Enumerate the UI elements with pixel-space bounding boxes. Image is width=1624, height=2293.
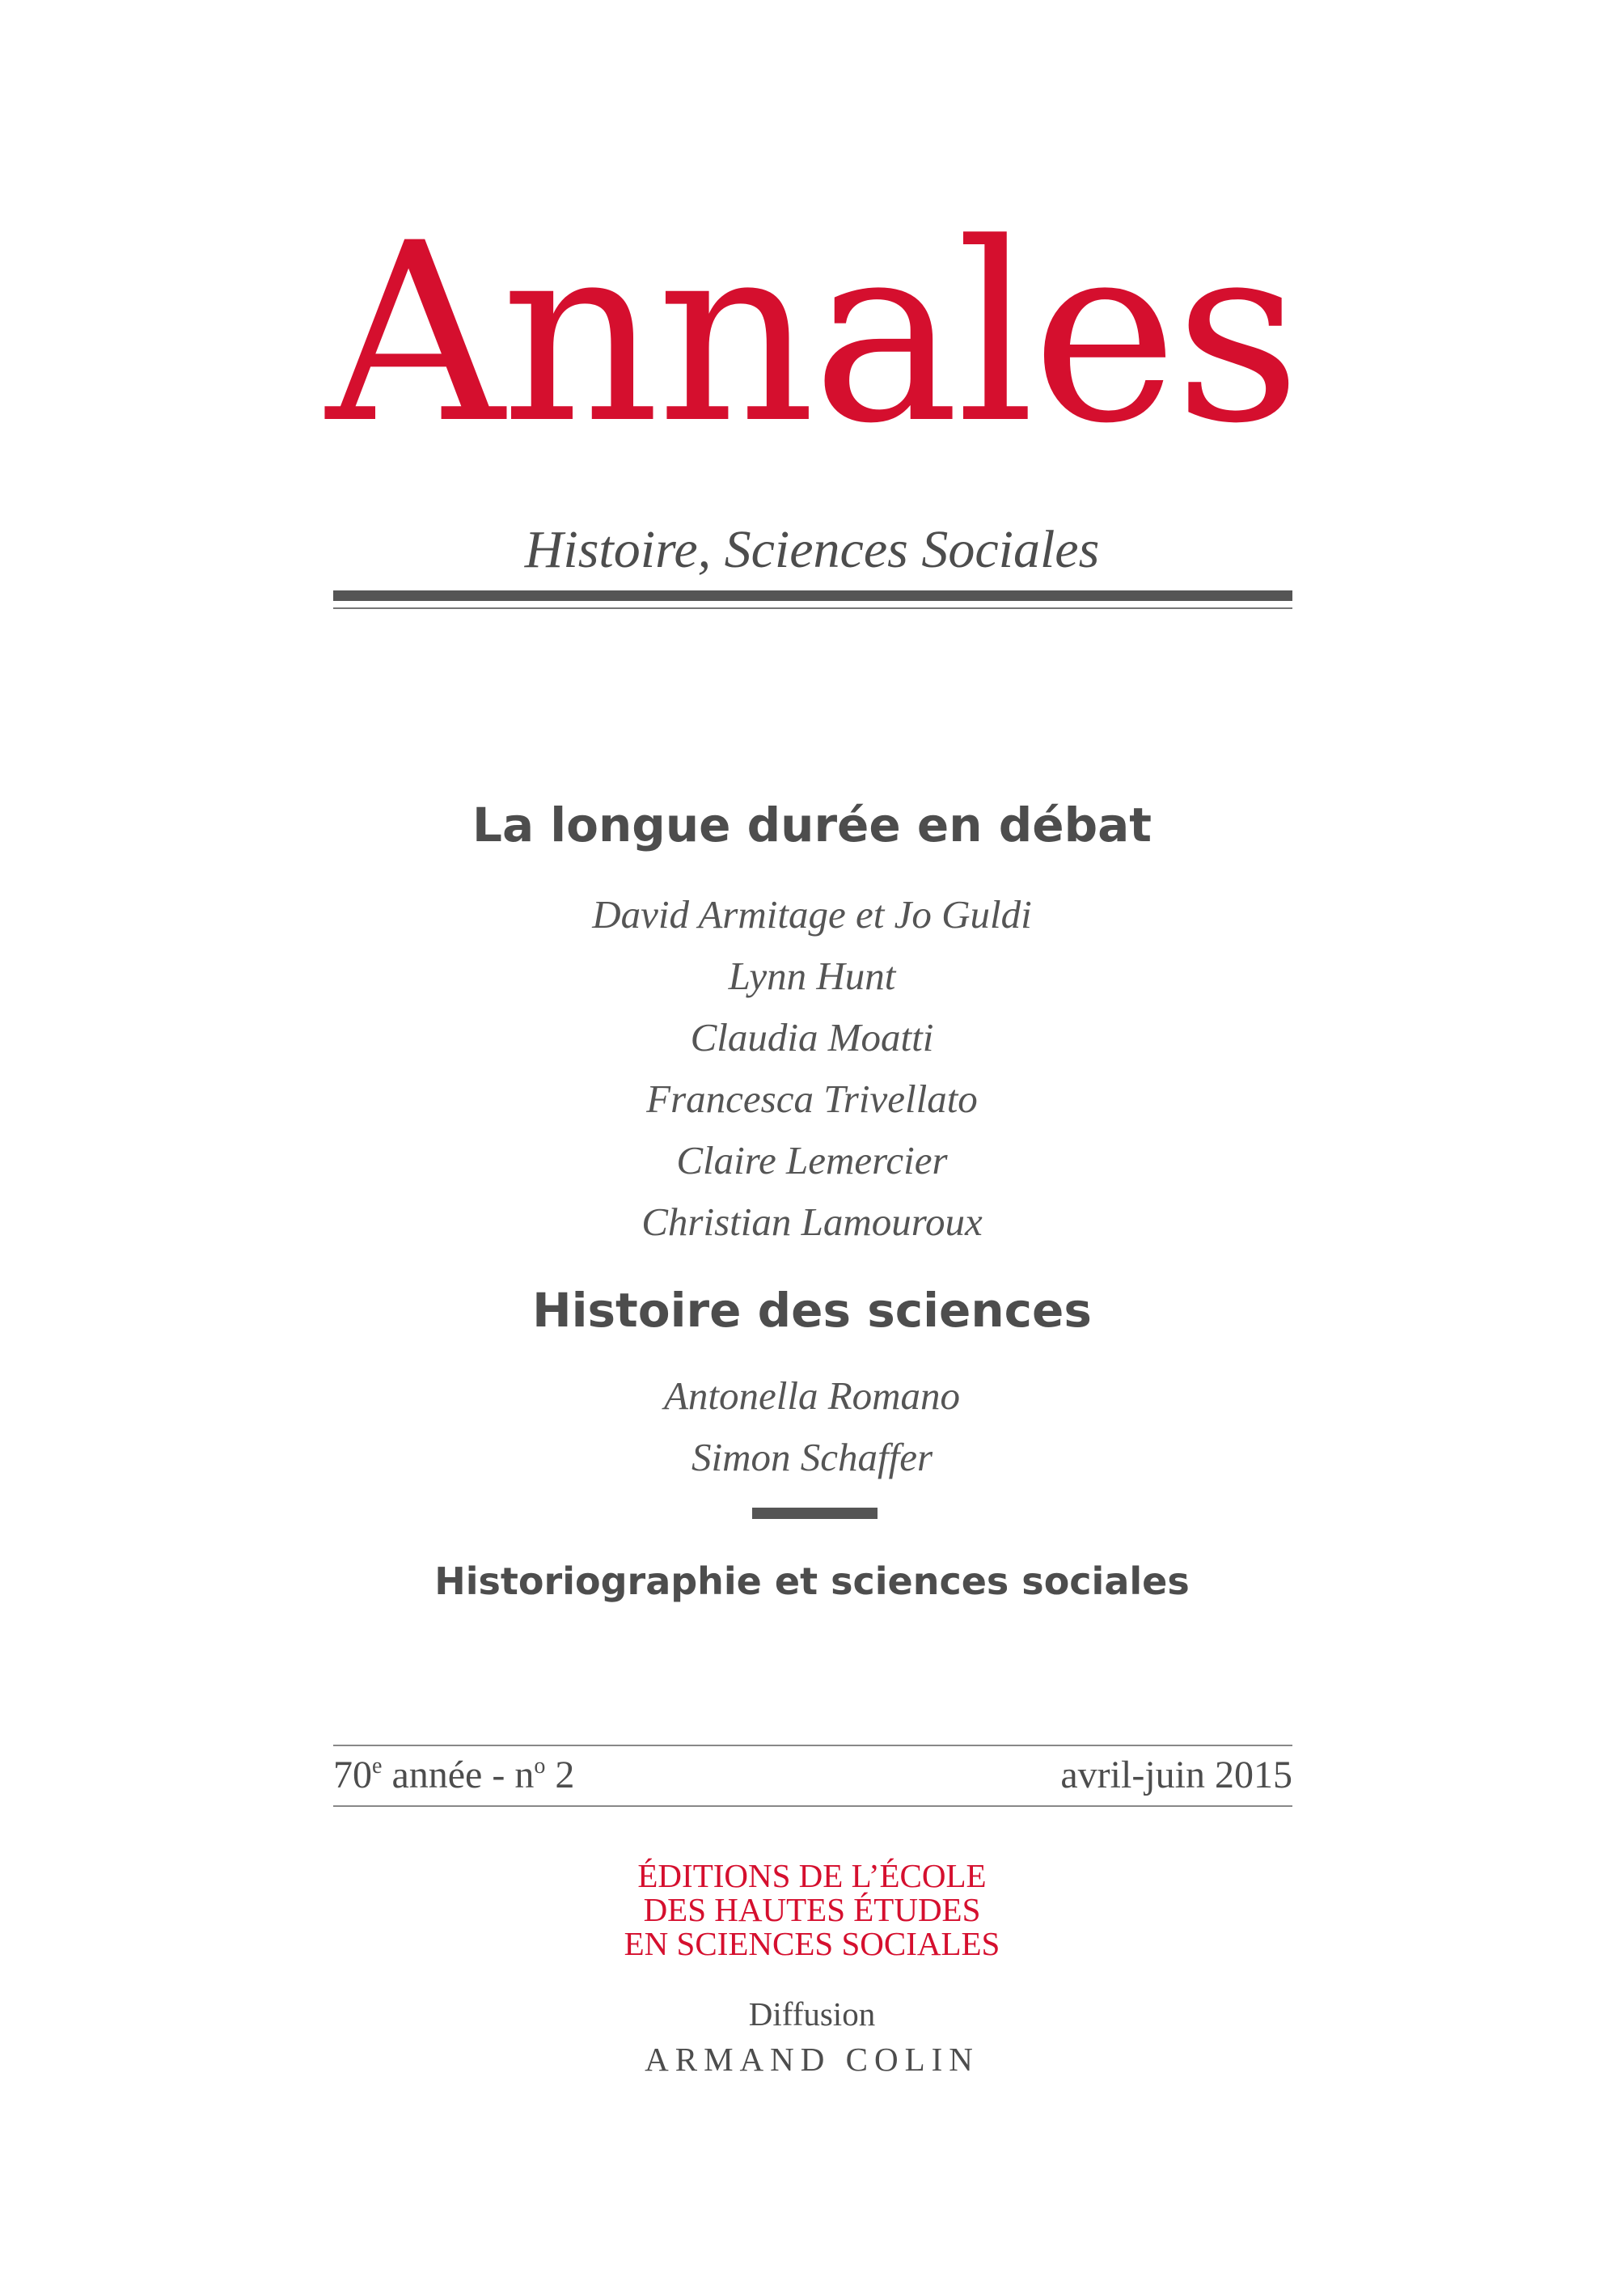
author-name: Claudia Moatti [690,1015,934,1060]
issue-number [333,1749,574,1802]
publisher-line: DES HAUTES ÉTUDES [643,1891,981,1928]
section-divider [752,1508,878,1519]
issue-no-value: 2 [545,1754,575,1796]
publisher-line: EN SCIENCES SOCIALES [624,1925,1000,1962]
author-name: Christian Lamouroux [641,1199,983,1244]
journal-subtitle: Histoire, Sciences Sociales [524,520,1100,579]
section-heading-longue-duree: La longue durée en débat [472,797,1152,852]
publisher-block [0,1859,1624,1961]
author-name: Simon Schaffer [691,1435,933,1479]
author-list-longue-duree [0,884,1624,1253]
distributor-name: ARMAND COLIN [645,2041,979,2078]
issue-year-number: 70 [333,1754,372,1796]
header-rule-thin [333,607,1292,609]
journal-title: Annales [326,190,1298,477]
issue-rule-bottom [333,1805,1292,1807]
issue-year-superscript: e [372,1754,383,1779]
author-name: David Armitage et Jo Guldi [592,892,1032,937]
issue-date: avril-juin 2015 [1060,1754,1292,1796]
author-name: Francesca Trivellato [646,1077,978,1121]
header-rule-thick [333,590,1292,601]
author-list-histoire-sciences [0,1365,1624,1488]
author-name: Lynn Hunt [728,954,896,998]
issue-rule-top [333,1745,1292,1746]
issue-no-superscript: o [534,1754,546,1779]
diffusion-label: Diffusion [748,1995,876,2033]
author-name: Claire Lemercier [676,1138,948,1182]
rubric-heading: Historiographie et sciences sociales [434,1559,1190,1603]
issue-year-word: année - n [382,1754,535,1796]
publisher-line: ÉDITIONS DE L’ÉCOLE [637,1857,987,1894]
section-heading-histoire-sciences: Histoire des sciences [532,1283,1092,1338]
author-name: Antonella Romano [663,1373,961,1418]
